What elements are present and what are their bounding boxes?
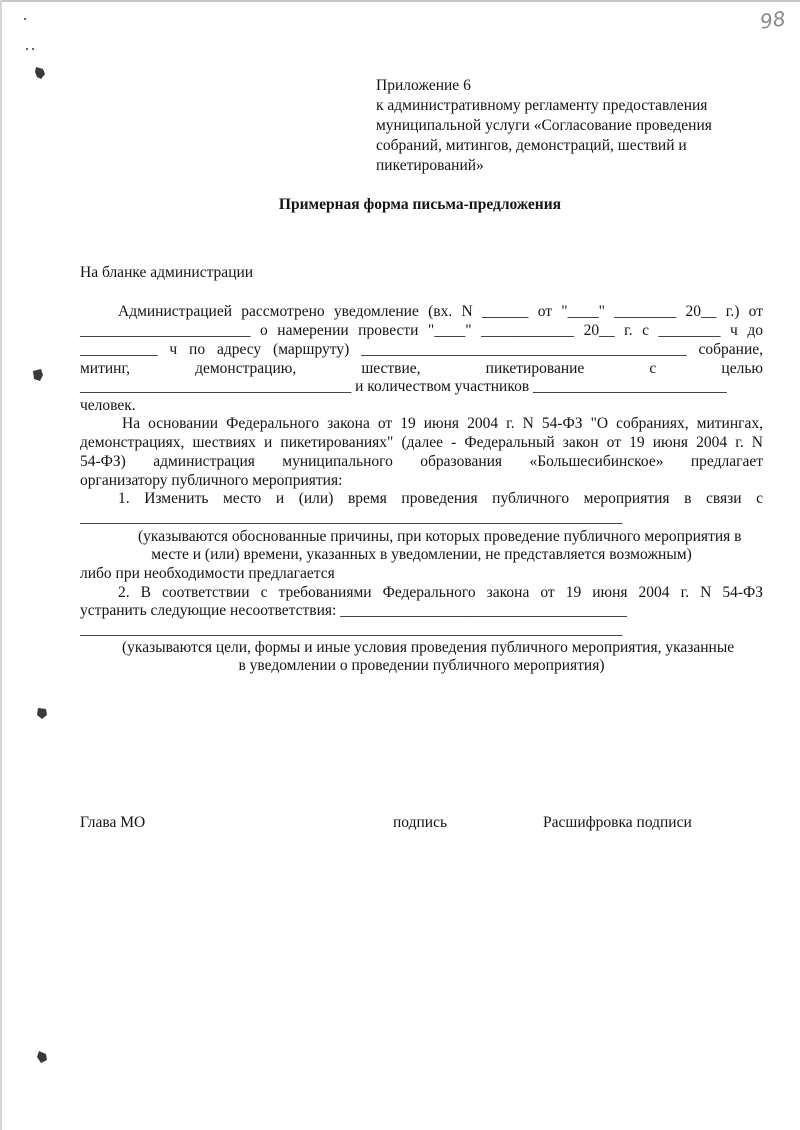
appendix-line: собраний, митингов, демонстраций, шествий и [376,137,687,154]
body-line: На основании Федерального закона от 19 июня 2004 г. N 54-ФЗ "О собраниях, митингах, [122,415,763,432]
appendix-line: пикетирований» [376,157,484,174]
scan-speck [32,48,34,50]
body-line: устранить следующие несоответствия: _____________________________________ [80,602,627,619]
blank-line: ______________________________________________________________________ [80,509,623,526]
letterhead-note: На бланке администрации [80,264,254,281]
appendix-line: к административному регламенту предоставления [376,97,708,114]
punch-hole-icon [32,368,44,382]
appendix-header [376,76,756,176]
body-line: демонстрациях, шествиях и пикетированиях" (далее - Федеральный закон от 19 июня 2004 г. N [80,434,763,451]
body-line: Администрацией рассмотрено уведомление (вх. N ______ от "____" ________ 20__ г.) от [118,303,763,320]
punch-hole-icon [36,1050,48,1064]
document-title: Примерная форма письма-предложения [278,196,562,213]
scan-edge-top [0,0,800,2]
body-line: человек. [80,397,136,414]
page-number: 98 [758,6,787,34]
appendix-line: Приложение 6 [376,77,471,94]
note-line: (указываются цели, формы и иные условия проведения публичного мероприятия, указанные [122,639,735,656]
note-line: в уведомлении о проведении публичного мероприятия) [238,657,605,674]
body-line: __________ ч по адресу (маршруту) __________________________________________ собрание, [80,341,763,358]
scan-speck [26,48,28,50]
blank-line: ______________________________________________________________________ [80,621,623,638]
body-line: либо при необходимости предлагается [80,565,335,582]
body-line: 2. В соответствии с требованиями Федерального закона от 19 июня 2004 г. N 54-ФЗ [118,584,763,601]
appendix-line: муниципальной услуги «Согласование проведения [376,117,712,134]
signature-head-label: Глава МО [80,814,146,831]
body-line: митинг, демонстрацию, шествие, пикетирование с целью [80,360,763,377]
punch-hole-icon [34,66,46,80]
body-line: организатору публичного мероприятия: [80,472,343,489]
body-line: ______________________ о намерении провести "____" ____________ 20__ г. с ________ ч до [80,322,763,339]
body-line: ___________________________________ и количеством участников _________________________ [80,378,727,395]
punch-hole-icon [36,706,48,720]
note-line: месте и (или) времени, указанных в уведомлении, не представляется возможным) [151,546,692,563]
scan-edge-left [0,0,2,1130]
scan-speck [24,18,26,20]
body-line: 54-ФЗ) администрация муниципального образования «Большесибинское» предлагает [80,453,763,470]
body-line: 1. Изменить место и (или) время проведения публичного мероприятия в связи с [118,490,763,507]
signature-sign-label: подпись [393,814,448,831]
note-line: (указываются обоснованные причины, при которых проведение публичного мероприятия в [138,528,742,545]
signature-decode-label: Расшифровка подписи [543,814,692,831]
